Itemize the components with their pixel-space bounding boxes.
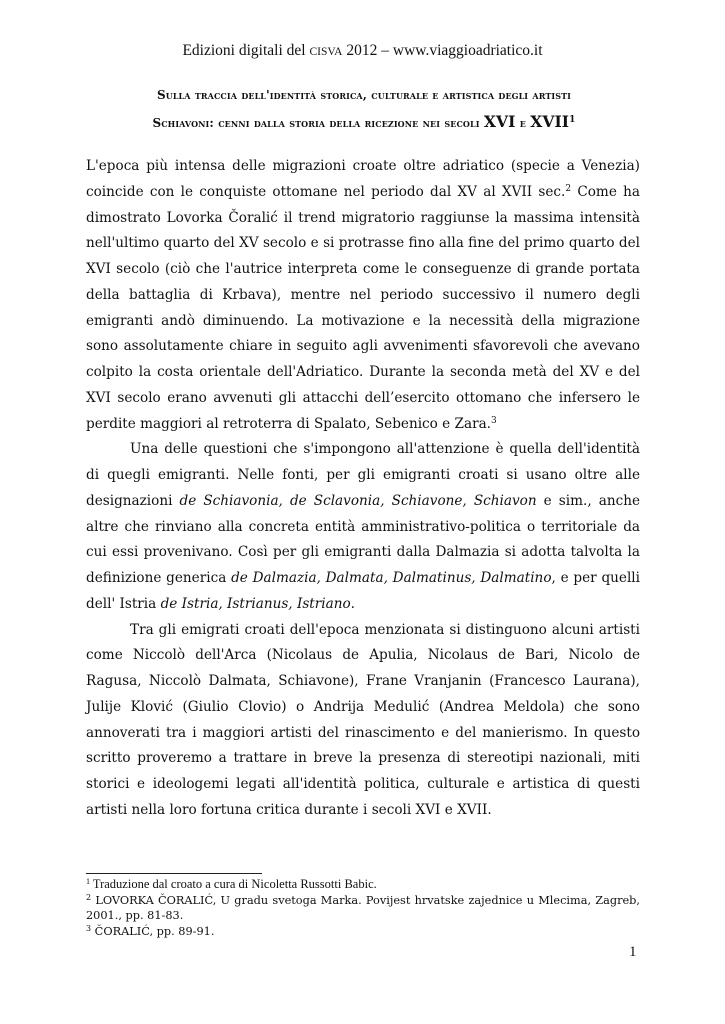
title-century-1: XVI [483, 112, 516, 131]
title-century-2: XVII [530, 112, 570, 131]
footnote-1 [86, 877, 640, 893]
footnote-2-text: LOVORKA ČORALIĆ, U gradu svetoga Marka. Povijest hrvatske zajednice u Mlecima, Zagreb, 2001., pp. 81-83. [86, 893, 640, 922]
footnotes [86, 877, 640, 939]
footnote-1-text: Traduzione dal croato a cura di Nicoletta Russotti Babic. [90, 877, 377, 891]
paragraph-2-italic-1: de Schiavonia, de Sclavonia, Schiavone, Schiavon [179, 492, 537, 509]
paragraph-2-italic-3: de Istria, Istrianus, Istriano [160, 595, 351, 612]
paragraph-2 [86, 437, 640, 617]
header-org: CISVA [309, 46, 343, 58]
paragraph-1 [86, 154, 640, 437]
footnote-2-number: 2 [86, 892, 92, 902]
footnote-ref-2: 2 [565, 183, 572, 194]
header-pre: Edizioni digitali del [182, 42, 310, 59]
footnote-3-number: 3 [86, 923, 92, 933]
title-line-2-text: Schiavoni: cenni dalla storia della ricezione nei secoli [152, 116, 484, 130]
paragraph-2-part-4: . [350, 595, 355, 612]
body-text [86, 154, 640, 824]
footnote-2 [86, 893, 640, 924]
paragraph-2-part-1: Una delle questioni che s'impongono all'attenzione è quella dell'identità di quegli emigranti. Nelle fonti, per gli emigranti croati si usano oltre alle designazioni [86, 441, 640, 509]
footnote-1-number: 1 [86, 877, 90, 886]
page-header [0, 42, 725, 60]
footnote-3-text: ČORALIĆ, pp. 89-91. [91, 924, 215, 938]
footnote-ref-3: 3 [491, 415, 497, 426]
paragraph-2-part-2: e sim., anche altre che rinviano alla concreta entità amministrativo-politica o territoriale da cui essi provenivano. Così per gli emigranti dalla Dalmazia si adotta talvolta la definizione generica [86, 492, 641, 586]
page-number: 1 [629, 944, 637, 960]
paragraph-2-part-3: , e per quelli dell' Istria [86, 570, 640, 612]
title-conjunction: e [515, 116, 531, 130]
footnote-separator [86, 873, 262, 874]
title-line-2 [86, 112, 642, 131]
title-line-1: Sulla traccia dell'identità storica, culturale e artistica degli artisti [156, 88, 572, 102]
paragraph-2-italic-2: de Dalmazia, Dalmata, Dalmatinus, Dalmatino [231, 570, 552, 586]
title-footnote-ref: 1 [569, 115, 576, 125]
header-post: 2012 – www.viaggioadriatico.it [342, 42, 543, 59]
paragraph-3: Tra gli emigrati croati dell'epoca menzionata si distinguono alcuni artisti come Niccolò dell'Arca (Nicolaus de Apulia, Nicolaus de Bari, Nicolo de Ragusa, Niccolò Dalmata, Schiavone), Frane Vranjanin (Francesco Laurana), Julije Klović (Giulio Clovio) o Andrija Medulić (Andrea Meldola) che sono annoverati tra i maggiori artisti del rinascimento e del manierismo. In questo scritto proveremo a trattare in breve la presenza di stereotipi nazionali, miti storici e ideologemi legati all'identità politica, culturale e artistica di questi artisti nella loro fortuna critica durante i secoli XVI e XVII. [86, 621, 640, 818]
footnote-3 [86, 924, 640, 940]
paragraph-1-part-2: Come ha dimostrato Lovorka Čoralić il trend migratorio raggiunse la massima intensità nell'ultimo quarto del XV secolo e si protrasse fino alla fine del primo quarto del XVI secolo (ciò che l'autrice interpreta come le conseguenze di grande portata della battaglia di Krbava), mentre nel periodo successivo il numero degli emigranti andò diminuendo. La motivazione e la necessità della migrazione sono assolutamente chiare in seguito agli avvenimenti sfavorevoli che avevano colpito la costa orientale dell'Adriatico. Durante la seconda metà del XV e del XVI secolo erano avvenuti gli attacchi dell’esercito ottomano che infersero le perdite maggiori al retroterra di Spalato, Sebenico e Zara. [86, 183, 640, 432]
paragraph-1-part-1: L'epoca più intensa delle migrazioni croate oltre adriatico (specie a Venezia) coincide con le conquiste ottomane nel periodo dal XV al XVII sec. [86, 158, 640, 200]
